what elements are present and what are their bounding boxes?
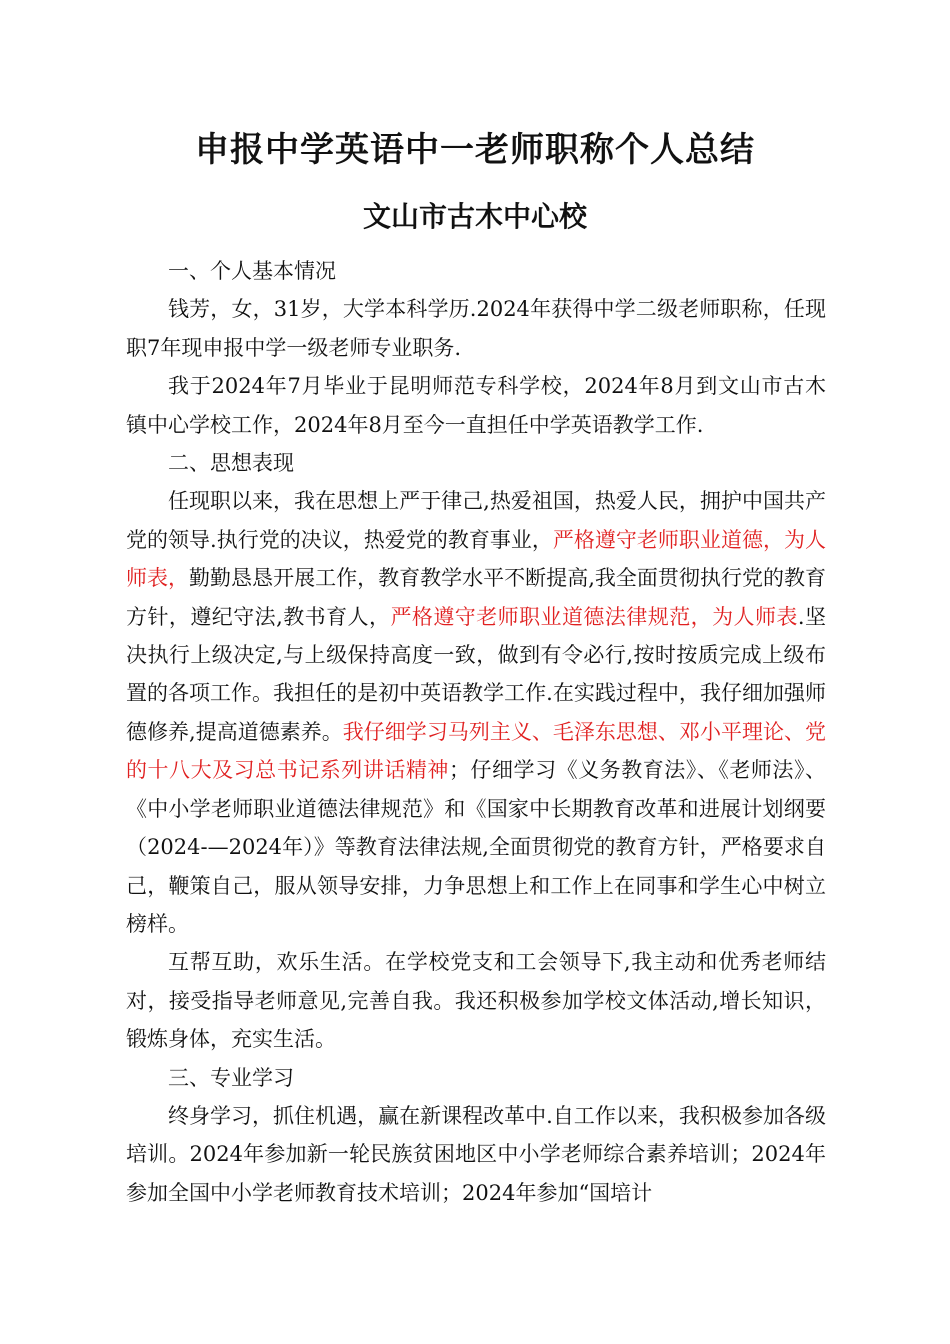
paragraph-professional-study: 终身学习，抓住机遇，赢在新课程改革中.自工作以来，我积极参加各级培训。2024年参加新一轮民族贫困地区中小学老师综合素养培训；2024年参加全国中小学老师教育技术培训；2024年参加“国培计 (126, 1103, 826, 1205)
document-subtitle: 文山市古木中心校 (362, 200, 587, 233)
text-run: 勤勤恳恳开展工作，教育教学水平不断提高,我全面贯彻执行党的教育方针，遵纪守法,教书育人， (126, 566, 826, 629)
text-run: .坚决执行上级决定,与上级保持高度一致，做到有令必行,按时按质完成上级布置的各项工作。我担任的是初中英语教学工作.在实践过程中，我仔细加强师德修养,提高道德素养。 (126, 604, 826, 744)
document-title: 申报中学英语中一老师职称个人总结 (195, 130, 755, 170)
text-run: 任现职以来，我在思想上严于律己,热爱祖国，热爱人民，拥护中国共产党的领导.执行党的决议，热爱党的教育事业， (126, 489, 826, 552)
paragraph-basic-info: 钱芳，女，31岁，大学本科学历.2024年获得中学二级老师职称，任现职7年现申报中学一级老师专业职务. (126, 297, 826, 360)
section-heading-professional-study: 三、专业学习 (168, 1065, 294, 1090)
section-heading-ideology: 二、思想表现 (168, 451, 294, 476)
highlight-run: 我仔细学习马列主义、毛泽东思想、邓小平理论、党的十八大及习总书记系列讲话精神 (126, 719, 826, 783)
highlight-run: 严格遵守老师职业道德法律规范，为人师表 (390, 604, 798, 629)
highlight-run: 严格遵守老师职业道德，为人师表， (126, 527, 826, 591)
paragraph-ideology (126, 482, 826, 943)
paragraph-work-history: 我于2024年7月毕业于昆明师范专科学校，2024年8月到文山市古木镇中心学校工作，2024年8月至今一直担任中学英语教学工作. (126, 374, 826, 437)
document-body (126, 252, 826, 1212)
section-heading-basic-info: 一、个人基本情况 (168, 259, 336, 283)
text-run: ；仔细学习《义务教育法》、《老师法》、《中小学老师职业道德法律规范》和《国家中长期教育改革和进展计划纲要（2024-—2024年）》等教育法律法规,全面贯彻党的教育方针，严格要求自己，鞭策自己，服从领导安排，力争思想上和工作上在同事和学生心中树立榜样。 (126, 758, 826, 936)
paragraph-mutual-help: 互帮互助，欢乐生活。在学校党支和工会领导下,我主动和优秀老师结对，接受指导老师意见,完善自我。我还积极参加学校文体活动,增长知识，锻炼身体，充实生活。 (126, 950, 826, 1052)
